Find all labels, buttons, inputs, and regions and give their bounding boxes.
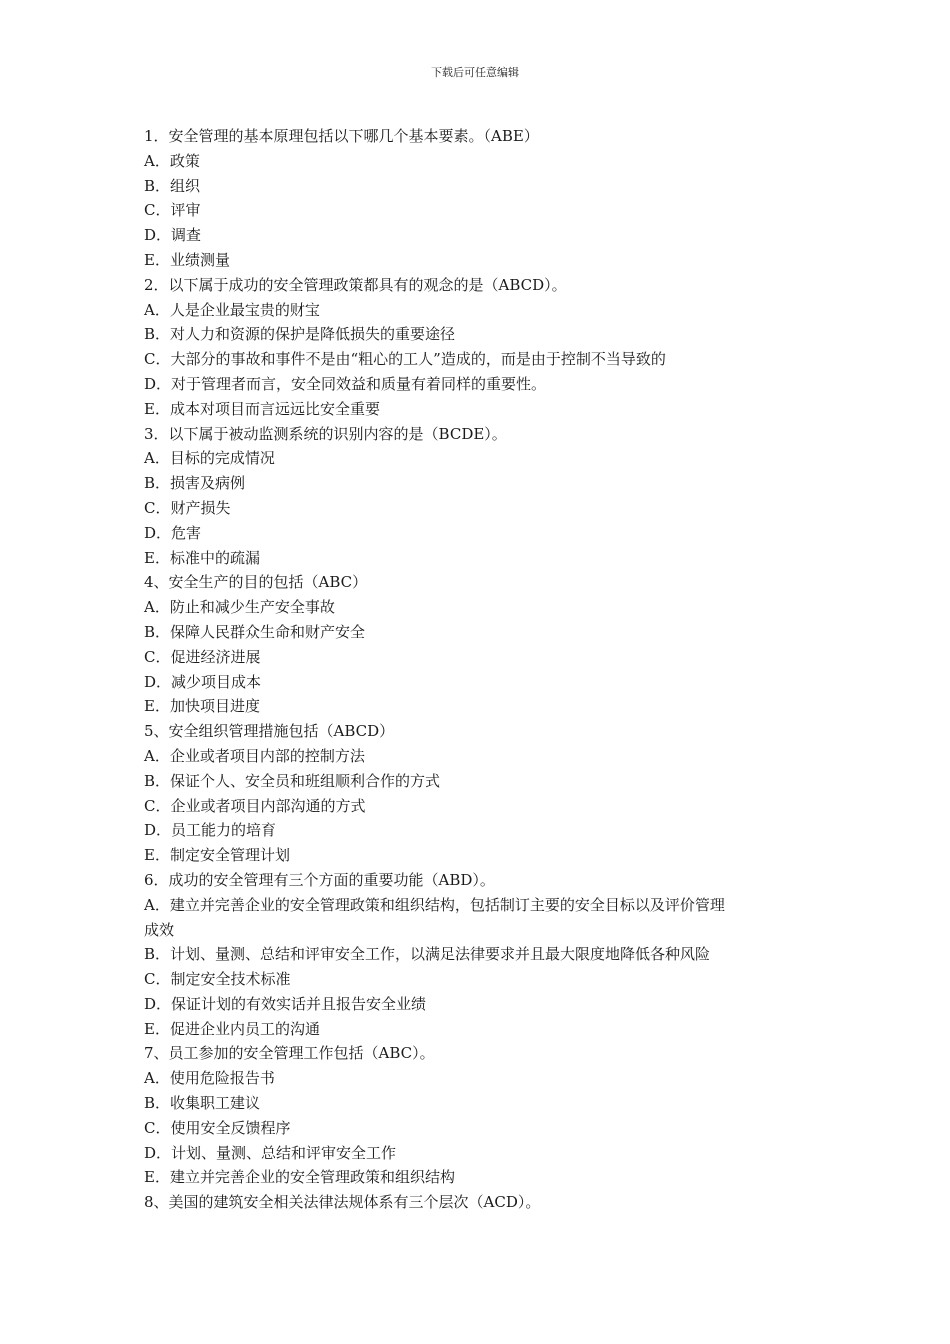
text-line: E．建立并完善企业的安全管理政策和组织结构 <box>144 1168 455 1187</box>
text-line: 成效 <box>144 920 175 939</box>
text-line: A．防止和减少生产安全事故 <box>144 598 335 617</box>
text-line: D．计划、量测、总结和评审安全工作 <box>144 1143 397 1162</box>
text-line: 5、安全组织管理措施包括（ABCD） <box>144 722 395 741</box>
text-line: B．对人力和资源的保护是降低损失的重要途径 <box>144 325 456 344</box>
text-line: D．减少项目成本 <box>144 672 262 691</box>
text-line: C．制定安全技术标准 <box>144 970 291 989</box>
text-line: E．加快项目进度 <box>144 697 260 716</box>
text-line: C．使用安全反馈程序 <box>144 1118 291 1137</box>
text-line: C．评审 <box>144 201 201 220</box>
text-line: A．目标的完成情况 <box>144 449 275 468</box>
text-line: C．促进经济进展 <box>144 647 261 666</box>
text-line: 1．安全管理的基本原理包括以下哪几个基本要素。（ABE） <box>144 127 539 145</box>
text-line: B．收集职工建议 <box>144 1094 261 1113</box>
text-line: E．成本对项目而言远远比安全重要 <box>144 399 380 418</box>
text-line: E．业绩测量 <box>144 250 230 269</box>
text-line: C．企业或者项目内部沟通的方式 <box>144 796 366 815</box>
text-line: 6．成功的安全管理有三个方面的重要功能（ABD）。 <box>144 870 495 889</box>
text-line: C．财产损失 <box>144 498 231 517</box>
page-header: 下载后可任意编辑 <box>431 66 519 79</box>
text-line: D．危害 <box>144 523 202 542</box>
text-line: 4、安全生产的目的包括（ABC） <box>144 573 368 592</box>
text-line: 3．以下属于被动监测系统的识别内容的是（BCDE）。 <box>144 424 507 443</box>
text-line: E．标准中的疏漏 <box>144 548 260 567</box>
text-line: E．促进企业内员工的沟通 <box>144 1019 320 1038</box>
text-line: 2．以下属于成功的安全管理政策都具有的观念的是（ABCD）。 <box>144 275 567 294</box>
text-line: A．政策 <box>144 151 200 170</box>
text-line: B．保证个人、安全员和班组顺利合作的方式 <box>144 771 441 790</box>
text-line: A．企业或者项目内部的控制方法 <box>144 746 365 765</box>
text-line: A．人是企业最宝贵的财宝 <box>144 300 320 319</box>
text-line: C．大部分的事故和事件不是由“粗心的工人”造成的，而是由于控制不当导致的 <box>144 350 666 369</box>
text-line: A．使用危险报告书 <box>144 1069 275 1088</box>
text-line: A．建立并完善企业的安全管理政策和组织结构，包括制订主要的安全目标以及评价管理 <box>144 895 725 914</box>
text-line: D．调查 <box>144 226 202 245</box>
text-line: B．损害及病例 <box>144 474 246 493</box>
text-line: D．对于管理者而言，安全同效益和质量有着同样的重要性。 <box>144 374 547 393</box>
text-line: B．计划、量测、总结和评审安全工作，以满足法律要求并且最大限度地降低各种风险 <box>144 945 711 964</box>
text-line: B．组织 <box>144 176 201 195</box>
text-line: B．保障人民群众生命和财产安全 <box>144 622 366 641</box>
text-line: D．保证计划的有效实话并且报告安全业绩 <box>144 994 427 1013</box>
text-line: 7、员工参加的安全管理工作包括（ABC）。 <box>144 1044 435 1063</box>
text-line: 8、美国的建筑安全相关法律法规体系有三个层次（ACD）。 <box>144 1193 541 1212</box>
text-line: E．制定安全管理计划 <box>144 846 290 865</box>
text-line: D．员工能力的培育 <box>144 821 277 840</box>
document-body <box>144 124 812 1215</box>
